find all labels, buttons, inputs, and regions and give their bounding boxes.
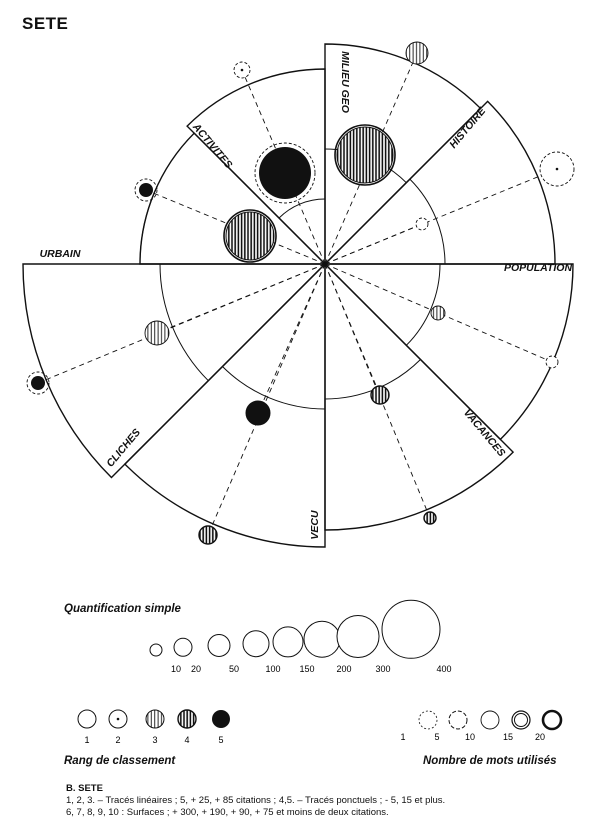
mots-title: Nombre de mots utilisés <box>423 755 557 767</box>
rang-label: 5 <box>218 735 224 745</box>
quantification-label: 50 <box>228 664 240 674</box>
mots-symbol <box>449 711 467 729</box>
sector-label-vacances: VACANCES <box>461 406 508 460</box>
quantification-label: 300 <box>375 664 391 674</box>
quantification-label: 400 <box>436 664 452 674</box>
caption <box>66 783 445 819</box>
quantification-title: Quantification simple <box>64 603 181 615</box>
sector-label-population: POPULATION <box>503 262 573 274</box>
page-title: SETE <box>22 14 69 33</box>
quantification-circle <box>273 627 303 657</box>
quantification-label: 100 <box>265 664 281 674</box>
mots-symbol <box>419 711 437 729</box>
quantification-circle <box>208 635 230 657</box>
caption-line-1: 1, 2, 3. – Tracés linéaires ; 5, + 25, + 85 citations ; 4,5. – Tracés ponctuels ; - 5, 15 et plus. <box>66 795 446 806</box>
rang-symbol <box>78 710 96 728</box>
rang-symbol <box>109 710 127 728</box>
quantification-circle <box>337 616 379 658</box>
sector-label-urbain: URBAIN <box>39 248 81 260</box>
quantification-circle <box>174 638 192 656</box>
quantification-circle <box>150 644 162 656</box>
quantification-label: 150 <box>299 664 315 674</box>
rang-title: Rang de classement <box>64 755 176 767</box>
caption-title: B. SETE <box>66 783 103 794</box>
mots-symbol <box>543 711 561 729</box>
sector-label-activites: ACTIVITES <box>190 121 235 171</box>
quantification-circle <box>243 631 269 657</box>
mots-symbol <box>481 711 499 729</box>
mots-label: 10 <box>464 732 476 742</box>
mots-label: 5 <box>434 732 440 742</box>
sector-label-milieu-geo: MILIEU GEO <box>339 51 351 113</box>
quantification-circle <box>382 600 440 658</box>
quantification-legend <box>150 600 452 674</box>
rang-symbol <box>146 710 164 728</box>
rang-symbol <box>178 710 196 728</box>
rang-label: 4 <box>184 735 190 745</box>
caption-line-2: 6, 7, 8, 9, 10 : Surfaces ; + 300, + 190, + 90, + 75 et moins de deux citations. <box>66 807 389 818</box>
quantification-label: 200 <box>336 664 352 674</box>
mots-label: 1 <box>400 732 406 742</box>
sector-label-vecu: VECU <box>309 510 321 540</box>
rang-legend <box>78 710 230 745</box>
sector-label-histoire: HISTOIRE <box>447 105 489 151</box>
rang-symbol <box>212 710 230 728</box>
mots-legend <box>400 711 561 742</box>
rang-label: 2 <box>115 735 121 745</box>
rang-label: 1 <box>84 735 90 745</box>
quantification-label: 20 <box>190 664 202 674</box>
mots-label: 15 <box>502 732 514 742</box>
rang-label: 3 <box>152 735 158 745</box>
mots-label: 20 <box>534 732 546 742</box>
sector-label-cliches: CLICHES <box>104 426 144 470</box>
quantification-circle <box>304 621 340 657</box>
quantification-label: 10 <box>170 664 182 674</box>
